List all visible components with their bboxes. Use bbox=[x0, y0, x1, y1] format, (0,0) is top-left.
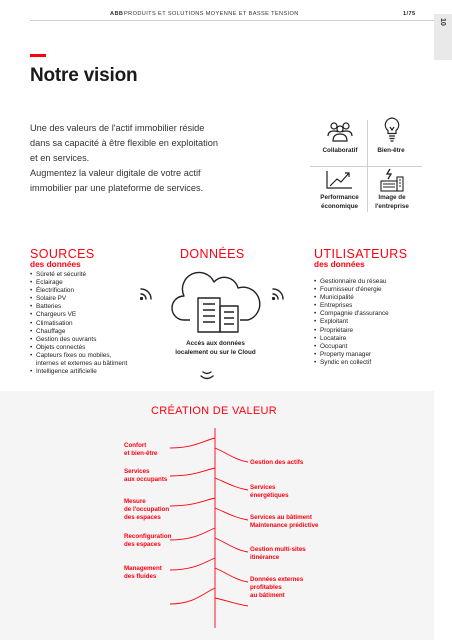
value-right-line: Gestion des actifs bbox=[250, 459, 304, 466]
value-right-label bbox=[250, 459, 303, 467]
value-image-line: l'entreprise bbox=[375, 202, 409, 210]
utilisateurs-title: UTILISATEURS bbox=[314, 247, 408, 261]
value-left-line: Mesure bbox=[124, 498, 146, 505]
list-item: • Gestion des ouvrants bbox=[30, 336, 165, 344]
signal-right-icon bbox=[270, 286, 286, 302]
donnees-caption-line: Accès aux données bbox=[186, 340, 245, 347]
utilisateurs-subtitle: des données bbox=[314, 259, 365, 269]
value-right-line: itinérance bbox=[250, 554, 280, 561]
list-item: • Gestionnaire du réseau bbox=[314, 278, 429, 286]
page-title: Notre vision bbox=[30, 65, 138, 86]
intro-line: Une des valeurs de l'actif immobilier réside bbox=[30, 123, 205, 133]
list-item: • Eclairage bbox=[30, 279, 165, 287]
header-brand: ABB bbox=[110, 11, 124, 17]
intro-line: immobilier par une plateforme de services. bbox=[30, 183, 204, 193]
page-number: 1/75 bbox=[403, 11, 416, 17]
list-item: • Propriétaire bbox=[314, 327, 429, 335]
intro-line: et en services. bbox=[30, 153, 90, 163]
list-item: • Objets connectés bbox=[30, 344, 165, 352]
header-divider bbox=[30, 20, 435, 21]
list-item: • Capteurs fixes ou mobiles, bbox=[30, 352, 165, 360]
cloud-building-icon bbox=[170, 268, 262, 336]
title-accent-bar bbox=[30, 54, 46, 57]
list-item: • Solaire PV bbox=[30, 295, 165, 303]
value-performance-line: économique bbox=[320, 202, 359, 210]
list-item: • Syndic en collectif bbox=[314, 359, 429, 367]
value-left-label bbox=[124, 442, 157, 458]
value-right-line: Gestion multi-sites bbox=[250, 546, 306, 553]
value-right-line: Services bbox=[250, 484, 276, 491]
intro-text bbox=[30, 121, 275, 196]
list-item: • Entreprises bbox=[314, 302, 429, 310]
list-item-continuation-text: internes et externes au bâtiment bbox=[36, 360, 128, 368]
lightbulb-icon bbox=[382, 116, 402, 144]
list-item: • Chauffage bbox=[30, 328, 165, 336]
value-right-line: Services au bâtiment bbox=[250, 514, 312, 521]
signal-down-icon bbox=[199, 368, 215, 382]
value-right-line: profitables bbox=[250, 584, 282, 591]
value-image bbox=[368, 194, 416, 211]
value-right-line: énergétiques bbox=[250, 492, 289, 499]
list-item: • Chargeurs VE bbox=[30, 311, 165, 319]
value-left-line: des fluides bbox=[124, 573, 157, 580]
header-title: PRODUITS ET SOLUTIONS MOYENNE ET BASSE TENSION bbox=[124, 11, 299, 17]
value-left-line: de l'occupation bbox=[124, 506, 170, 513]
value-left-label bbox=[124, 468, 167, 484]
value-right-label bbox=[250, 484, 289, 500]
value-left-line: et bien-être bbox=[124, 450, 158, 457]
list-item: • Fournisseur d'énergie bbox=[314, 286, 429, 294]
value-left-line: Management bbox=[124, 565, 162, 572]
intro-line: dans sa capacité à être flexible en exploitation bbox=[30, 138, 218, 148]
list-item: • Sûreté et sécurité bbox=[30, 271, 165, 279]
list-item: • Compagnie d'assurance bbox=[314, 310, 429, 318]
sources-title: SOURCES bbox=[30, 247, 95, 261]
list-item: • Property manager bbox=[314, 351, 429, 359]
value-creation-title: CRÉATION DE VALEUR bbox=[151, 405, 278, 417]
value-left-label bbox=[124, 533, 171, 549]
value-tree-diagram bbox=[170, 428, 260, 628]
building-energy-icon bbox=[379, 168, 405, 192]
value-image-line: Image de bbox=[378, 194, 406, 201]
list-item: • Électrification bbox=[30, 287, 165, 295]
list-item: • Municipalité bbox=[314, 294, 429, 302]
value-left-line: des espaces bbox=[124, 541, 161, 548]
value-left-line: Confort bbox=[124, 442, 147, 449]
value-left-line: aux occupants bbox=[124, 476, 168, 483]
value-left-line: Services bbox=[124, 468, 150, 475]
list-item: • Intelligence artificielle bbox=[30, 368, 165, 376]
chart-growth-icon bbox=[325, 170, 353, 190]
value-performance bbox=[312, 194, 367, 211]
signal-left-icon bbox=[138, 286, 154, 302]
value-right-line: Données externes bbox=[250, 576, 304, 583]
value-left-label bbox=[124, 565, 162, 581]
value-right-label bbox=[250, 546, 306, 562]
list-item: • Climatisation bbox=[30, 320, 165, 328]
value-right-label bbox=[250, 576, 303, 600]
donnees-title: DONNÉES bbox=[180, 247, 245, 261]
list-item: • Batteries bbox=[30, 303, 165, 311]
value-right-line: Maintenance prédictive bbox=[250, 522, 319, 529]
value-left-label bbox=[124, 498, 169, 522]
utilisateurs-list bbox=[314, 278, 429, 367]
list-item: • Locataire bbox=[314, 335, 429, 343]
value-right-line: au bâtiment bbox=[250, 592, 285, 599]
intro-line: Augmentez la valeur digitale de votre actif bbox=[30, 168, 201, 178]
value-performance-line: Performance bbox=[320, 194, 359, 201]
donnees-caption bbox=[163, 339, 268, 357]
side-tab-number: 10 bbox=[439, 18, 446, 26]
sources-subtitle: des données bbox=[30, 259, 81, 269]
donnees-caption-line: localement ou sur le Cloud bbox=[175, 349, 256, 356]
value-collaboratif: Collaboratif bbox=[322, 147, 358, 154]
list-item: • Exploitant bbox=[314, 318, 429, 326]
value-bien-etre: Bien-être bbox=[377, 147, 405, 154]
value-left-line: Reconfiguration bbox=[124, 533, 172, 540]
value-left-line: des espaces bbox=[124, 514, 161, 521]
value-right-label bbox=[250, 514, 318, 530]
list-item-continuation bbox=[30, 360, 165, 368]
people-group-icon bbox=[325, 121, 355, 143]
list-item: • Occupant bbox=[314, 343, 429, 351]
values-divider-horizontal bbox=[310, 166, 422, 167]
